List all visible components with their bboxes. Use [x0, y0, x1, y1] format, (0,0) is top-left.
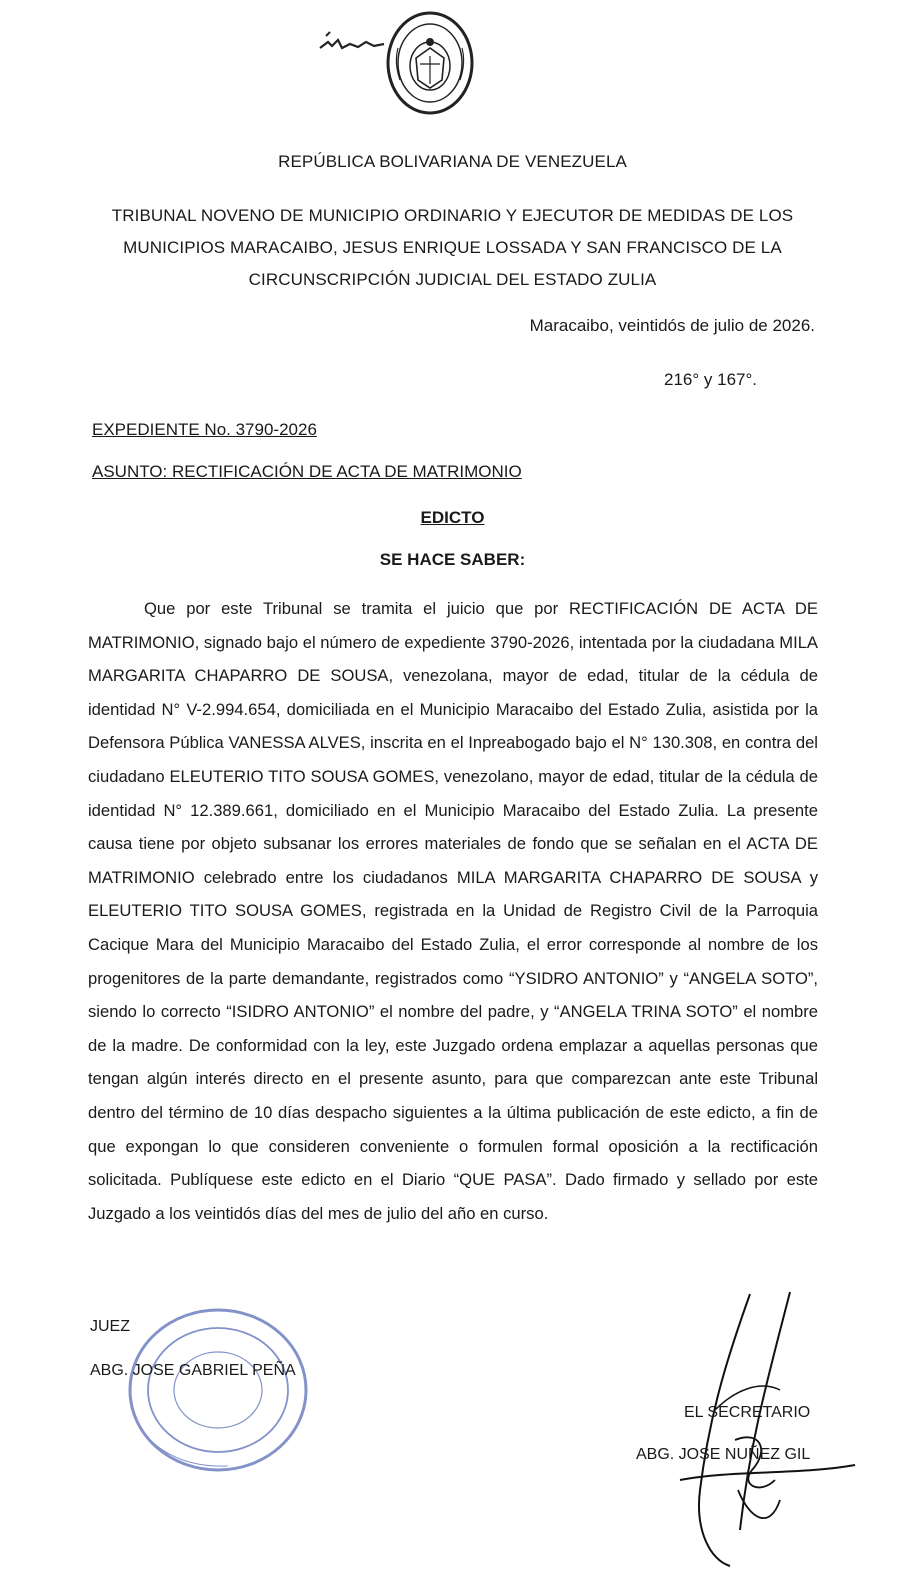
case-subject: ASUNTO: RECTIFICACIÓN DE ACTA DE MATRIMONIO	[92, 462, 522, 481]
years-line: 216° y 167°.	[664, 370, 757, 389]
body-paragraph: Que por este Tribunal se tramita el juicio que por RECTIFICACIÓN DE ACTA DE MATRIMONIO, signado bajo el número de expediente 3790-2026, intentada por la ciudadana MILA MARGARITA CHAPARRO DE SOUSA, venezolana, mayor de edad, titular de la cédula de identidad N° V-2.994.654, domiciliada en el Municipio Maracaibo del Estado Zulia, asistida por la Defensora Pública VANESSA ALVES, inscrita en el Inpreabogado bajo el N° 130.308, en contra del ciudadano ELEUTERIO TITO SOUSA GOMES, venezolano, mayor de edad, titular de la cédula de identidad N° 12.389.661, domiciliado en el Municipio Maracaibo del Estado Zulia. La presente causa tiene por objeto subsanar los errores materiales de fondo que se señalan en el ACTA DE MATRIMONIO celebrado entre los ciudadanos MILA MARGARITA CHAPARRO DE SOUSA y ELEUTERIO TITO SOUSA GOMES, registrada en la Unidad de Registro Civil de la Parroquia Cacique Mara del Municipio Maracaibo del Estado Zulia, el error corresponde al nombre de los progenitores de la parte demandante, registrados como “YSIDRO ANTONIO” y “ANGELA SOTO”, siendo lo correcto “ISIDRO ANTONIO” el nombre del padre, y “ANGELA TRINA SOTO” el nombre de la madre. De conformidad con la ley, este Juzgado ordena emplazar a aquellas personas que tengan algún interés directo en el presente asunto, para que comparezcan ante este Tribunal dentro del término de 10 días despacho siguientes a la última publicación de este edicto, a fin de que expongan lo que consideren conveniente o formulen formal oposición a la rectificación solicitada. Publíquese este edicto en el Diario “QUE PASA”. Dado firmado y sellado por este Juzgado a los veintidós días del mes de julio del año en curso.	[88, 599, 818, 1223]
scribble-mark	[318, 30, 386, 56]
judicial-stamp-icon	[118, 1298, 318, 1478]
case-number: EXPEDIENTE No. 3790-2026	[92, 420, 317, 439]
document-title: EDICTO	[420, 508, 485, 527]
tribunal-heading: TRIBUNAL NOVENO DE MUNICIPIO ORDINARIO Y EJECUTOR DE MEDIDAS DE LOS MUNICIPIOS MARACAIBO, JESUS ENRIQUE LOSSADA Y SAN FRANCISCO DE LA CIRCUNSCRIPCIÓN JUDICIAL DEL ESTADO ZULIA	[111, 206, 794, 289]
secretary-label: EL SECRETARIO	[684, 1404, 811, 1421]
date-line: Maracaibo, veintidós de julio de 2026.	[529, 316, 815, 335]
court-seal-icon	[384, 8, 476, 118]
judge-label: JUEZ	[90, 1318, 130, 1335]
secretary-name: ABG. JOSE NUÑEZ GIL	[636, 1446, 811, 1463]
edict-body	[88, 592, 818, 1230]
judge-name: ABG. JOSE GABRIEL PEÑA	[90, 1362, 296, 1379]
document-subtitle: SE HACE SABER:	[379, 550, 526, 569]
republic-heading: REPÚBLICA BOLIVARIANA DE VENEZUELA	[278, 152, 627, 171]
secretary-signature	[640, 1290, 860, 1570]
